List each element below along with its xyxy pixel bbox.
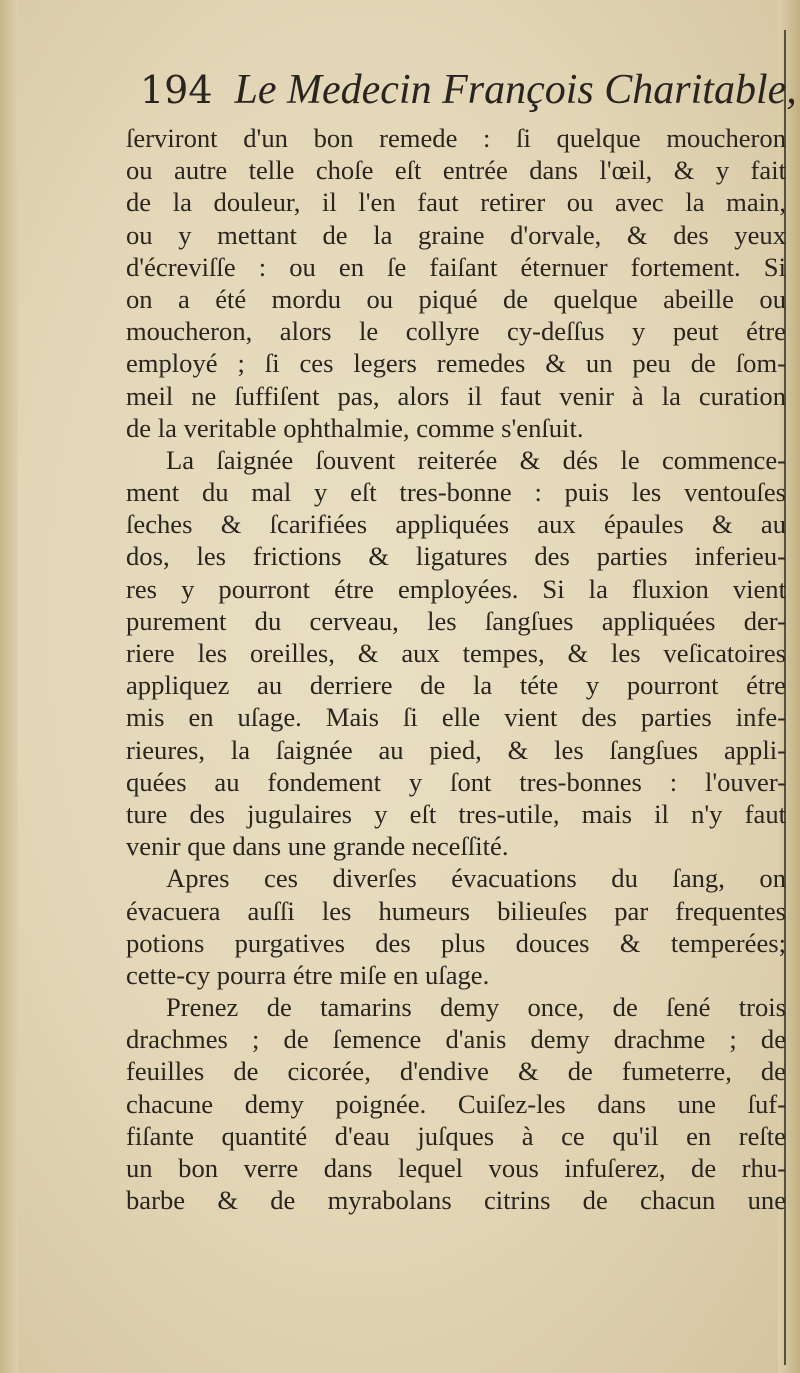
text-line: quées au fondement y ſont tres-bonnes : l'ouver- xyxy=(126,766,786,797)
text-line: fiſante quantité d'eau juſques à ce qu'il en reſte xyxy=(126,1120,786,1151)
text-line: chacune demy poignée. Cuiſez-les dans une ſuf- xyxy=(126,1088,786,1119)
page-left-edge xyxy=(0,0,18,1373)
text-line: un bon verre dans lequel vous infuſerez, de rhu- xyxy=(126,1153,786,1183)
page-header xyxy=(140,66,797,114)
text-line: cette-cy pourra étre miſe en uſage. xyxy=(126,959,490,990)
running-title: Le Medecin François Charitable, xyxy=(234,67,797,113)
text-line: riere les oreilles, & aux tempes, & les veſicatoires xyxy=(126,638,786,668)
text-line: meil ne ſuffiſent pas, alors il faut venir à la curation xyxy=(126,380,786,411)
text-line: de la douleur, il l'en faut retirer ou avec la main, xyxy=(126,187,786,218)
text-line: feuilles de cicorée, d'endive & de fumeterre, de xyxy=(126,1056,786,1087)
text-line: potions purgatives des plus douces & temperées; xyxy=(126,927,786,958)
text-line: ou y mettant de la graine d'orvale, & des yeux xyxy=(126,219,786,250)
text-line: de la veritable ophthalmie, comme s'enſuit. xyxy=(126,412,584,443)
text-line: mis en uſage. Mais ſi elle vient des parties infe- xyxy=(126,702,786,733)
paragraph-start-line: La ſaignée ſouvent reiterée & dés le commence- xyxy=(166,444,786,475)
text-line: ou autre telle choſe eſt entrée dans l'œil, & y fait xyxy=(126,155,786,186)
text-line: évacuera auſſi les humeurs bilieuſes par frequentes xyxy=(126,895,786,926)
text-line: res y pourront étre employées. Si la fluxion vient xyxy=(126,573,786,604)
text-line: venir que dans une grande neceſſité. xyxy=(126,831,509,862)
text-line: ſerviront d'un bon remede : ſi quelque moucheron xyxy=(126,123,786,153)
paragraph-start-line: Apres ces diverſes évacuations du ſang, on xyxy=(166,863,786,894)
text-line: ſeches & ſcarifiées appliquées aux épaules & au xyxy=(126,509,786,540)
text-line: dos, les frictions & ligatures des parties inferieu- xyxy=(126,541,786,572)
text-line: d'écreviſſe : ou en ſe faiſant éternuer fortement. Si xyxy=(126,251,786,282)
paragraph-start-line: Prenez de tamarins demy once, de ſené trois xyxy=(166,992,786,1023)
text-line: ture des jugulaires y eſt tres-utile, mais il n'y faut xyxy=(126,798,786,829)
text-line: drachmes ; de ſemence d'anis demy drachme ; de xyxy=(126,1024,786,1055)
text-line: employé ; ſi ces legers remedes & un peu de ſom- xyxy=(126,348,786,379)
text-line: rieures, la ſaignée au pied, & les ſangſues appli- xyxy=(126,734,786,765)
text-line: appliquez au derriere de la téte y pourront étre xyxy=(126,670,786,701)
text-line: purement du cerveau, les ſangſues appliquées der- xyxy=(126,605,786,636)
text-line: barbe & de myrabolans citrins de chacun une xyxy=(126,1185,786,1216)
text-line: on a été mordu ou piqué de quelque abeille ou xyxy=(126,283,786,314)
page-number: 194 xyxy=(140,68,213,112)
text-line: ment du mal y eſt tres-bonne : puis les ventouſes xyxy=(126,477,786,508)
body-text xyxy=(126,122,786,1216)
text-line: moucheron, alors le collyre cy-deſſus y peut étre xyxy=(126,316,786,347)
